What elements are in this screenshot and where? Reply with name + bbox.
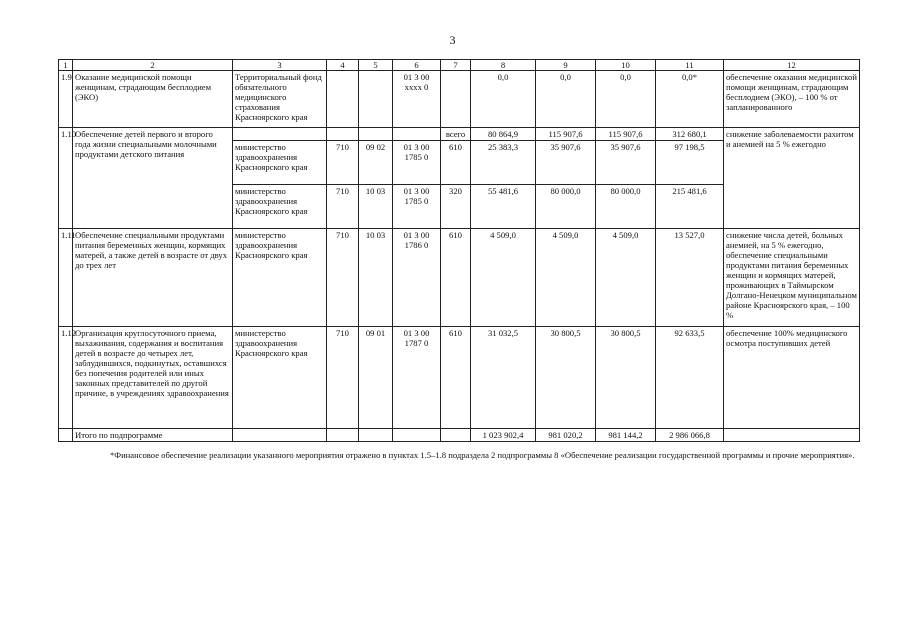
col-header: 7 — [441, 60, 471, 71]
cell-c6: 01 3 00 1786 0 — [393, 229, 441, 327]
expected-result: обеспечение 100% медицинского осмотра поступивших детей — [724, 327, 860, 429]
total-c9: 981 020,2 — [536, 429, 596, 442]
cell-c5 — [359, 71, 393, 128]
cell-c7: 610 — [441, 141, 471, 185]
cell-c7: 320 — [441, 185, 471, 229]
cell-c10: 4 509,0 — [596, 229, 656, 327]
cell-c10: 30 800,5 — [596, 327, 656, 429]
col-header: 9 — [536, 60, 596, 71]
col-header: 1 — [59, 60, 73, 71]
cell-c10: 35 907,6 — [596, 141, 656, 185]
cell-c10: 0,0 — [596, 71, 656, 128]
measure-name: Обеспечение детей первого и второго года жизни специальными молочными продуктами детского питания — [73, 128, 233, 229]
col-header: 5 — [359, 60, 393, 71]
cell-c11: 0,0* — [656, 71, 724, 128]
cell-c11: 13 527,0 — [656, 229, 724, 327]
col-header: 12 — [724, 60, 860, 71]
organization: министерство здравоохранения Красноярского края — [233, 229, 327, 327]
cell-c4 — [327, 71, 359, 128]
cell-c8: 0,0 — [471, 71, 536, 128]
col-header: 2 — [73, 60, 233, 71]
cell-c11: 97 198,5 — [656, 141, 724, 185]
cell-c4: 710 — [327, 327, 359, 429]
expected-result: снижение заболеваемости рахитом и анемией на 5 % ежегодно — [724, 128, 860, 229]
cell-c8: 80 864,9 — [471, 128, 536, 141]
col-header: 8 — [471, 60, 536, 71]
cell-c11: 92 633,5 — [656, 327, 724, 429]
cell-c10: 115 907,6 — [596, 128, 656, 141]
organization: министерство здравоохранения Красноярского края — [233, 141, 327, 185]
cell-c7: 610 — [441, 327, 471, 429]
row-number: 1.12 — [59, 327, 73, 429]
cell-c8: 55 481,6 — [471, 185, 536, 229]
cell-c9: 4 509,0 — [536, 229, 596, 327]
cell-c6: 01 3 00 1787 0 — [393, 327, 441, 429]
organization: министерство здравоохранения Красноярского края — [233, 185, 327, 229]
cell-c6: 01 3 00 1785 0 — [393, 141, 441, 185]
col-header: 6 — [393, 60, 441, 71]
table-row — [59, 229, 860, 327]
row-number: 1.10 — [59, 128, 73, 229]
measure-name: Организация круглосуточного приема, выхаживания, содержания и воспитания детей в возрасте до четырех лет, заблудившихся, подкинутых, оставшихся без попечения родителей или иных законных представителей по другой причине, в учреждениях здравоохранения — [73, 327, 233, 429]
cell-c9: 80 000,0 — [536, 185, 596, 229]
cell-c8: 25 383,3 — [471, 141, 536, 185]
cell-c11: 312 680,1 — [656, 128, 724, 141]
cell-c4: 710 — [327, 229, 359, 327]
total-row-label: Итого по подпрограмме — [73, 429, 233, 442]
total-c11: 2 986 066,8 — [656, 429, 724, 442]
cell-c7 — [441, 71, 471, 128]
cell-c9: 30 800,5 — [536, 327, 596, 429]
page-number: 3 — [449, 33, 456, 47]
col-header: 11 — [656, 60, 724, 71]
footnote: *Финансовое обеспечение реализации указанного мероприятия отражено в пунктах 1.5–1.8 подраздела 2 подпрограммы 8 «Обеспечение реализации государственной программы и прочие мероприятия». — [110, 450, 855, 460]
cell-c4: 710 — [327, 185, 359, 229]
expected-result: снижение числа детей, больных анемией, на 5 % ежегодно, обеспечение специальными продуктами питания беременных женщин и кормящих матерей, проживающих в Таймырском Долгано-Ненецком муниципальном районе Красноярского края, – 100 % — [724, 229, 860, 327]
measure-name: Оказание медицинской помощи женщинам, страдающим бесплодием (ЭКО) — [73, 71, 233, 128]
cell-c4: 710 — [327, 141, 359, 185]
cell-c9: 115 907,6 — [536, 128, 596, 141]
cell-c9: 35 907,6 — [536, 141, 596, 185]
expected-result: обеспечение оказания медицинской помощи женщинам, страдающим бесплодием (ЭКО), – 100 % от запланированного — [724, 71, 860, 128]
organization: министерство здравоохранения Красноярского края — [233, 327, 327, 429]
total-c8: 1 023 902,4 — [471, 429, 536, 442]
cell-c5: 10 03 — [359, 185, 393, 229]
col-header: 4 — [327, 60, 359, 71]
cell-c5: 10 03 — [359, 229, 393, 327]
table-row — [59, 128, 860, 141]
cell-c5: 09 01 — [359, 327, 393, 429]
row-number: 1.9 — [59, 71, 73, 128]
table-row — [59, 71, 860, 128]
cell-c7: 610 — [441, 229, 471, 327]
cell-c11: 215 481,6 — [656, 185, 724, 229]
header-row — [59, 60, 860, 71]
organization: Территориальный фонд обязательного медицинского страхования Красноярского края — [233, 71, 327, 128]
total-c10: 981 144,2 — [596, 429, 656, 442]
col-header: 3 — [233, 60, 327, 71]
cell-c6: 01 3 00 1785 0 — [393, 185, 441, 229]
total-row — [59, 429, 860, 442]
cell-c5: 09 02 — [359, 141, 393, 185]
cell-c8: 31 032,5 — [471, 327, 536, 429]
col-header: 10 — [596, 60, 656, 71]
cell-c6: 01 3 00 хххх 0 — [393, 71, 441, 128]
total-label: всего — [441, 128, 471, 141]
cell-c8: 4 509,0 — [471, 229, 536, 327]
subprogram-table — [58, 59, 860, 442]
row-number: 1.11 — [59, 229, 73, 327]
cell-c10: 80 000,0 — [596, 185, 656, 229]
cell-c9: 0,0 — [536, 71, 596, 128]
table-row — [59, 327, 860, 429]
measure-name: Обеспечение специальными продуктами питания беременных женщин, кормящих матерей, а также детей в возрасте от двух до трех лет — [73, 229, 233, 327]
